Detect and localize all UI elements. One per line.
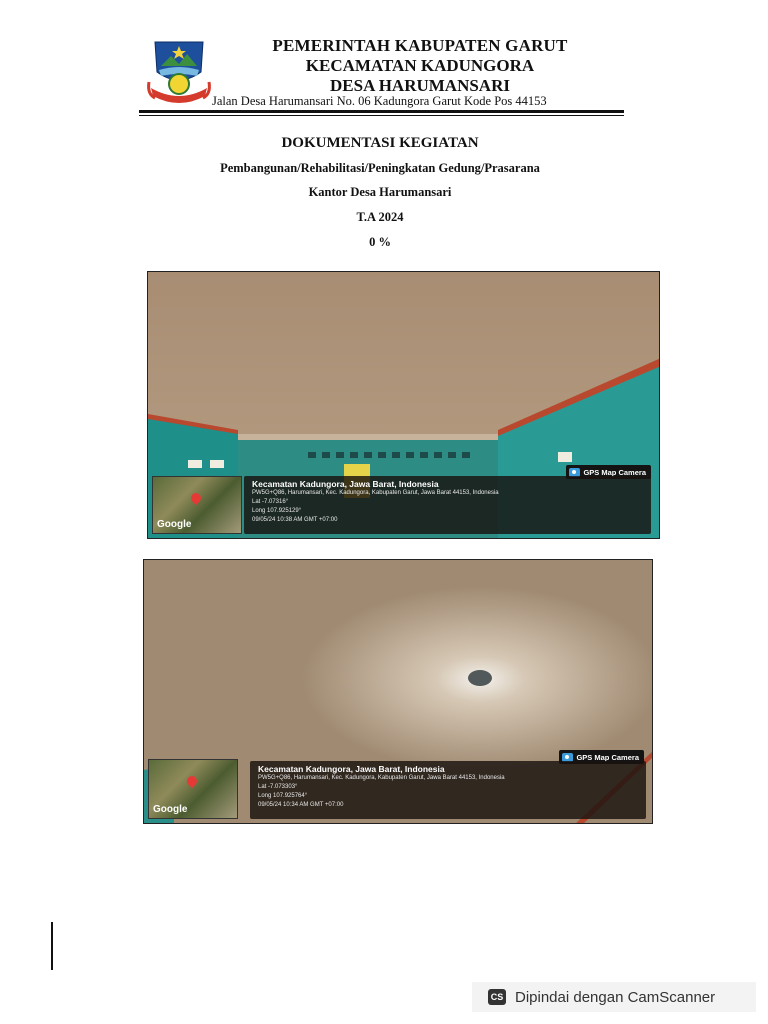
scan-edge-mark	[51, 922, 53, 970]
gps-datetime: 09/05/24 10:38 AM GMT +07:00	[252, 517, 338, 523]
gps-latitude: Lat -7.073303°	[258, 784, 298, 790]
google-map-label: Google	[157, 519, 192, 530]
garut-regency-emblem	[143, 38, 215, 108]
map-pin-icon	[189, 491, 203, 505]
map-pin-icon	[185, 774, 199, 788]
progress-percent: 0 %	[369, 235, 391, 249]
gps-location: Kecamatan Kadungora, Jawa Barat, Indonesia	[258, 764, 445, 774]
gps-address: PW5G+Q86, Harumansari, Kec. Kadungora, Kabupaten Garut, Jawa Barat 44153, Indonesia	[258, 775, 505, 781]
gps-latitude: Lat -7.07316°	[252, 499, 289, 505]
fiscal-year: T.A 2024	[356, 210, 404, 224]
letterhead-rule-thin	[139, 115, 624, 116]
letterhead-government: PEMERINTAH KABUPATEN GARUT	[272, 36, 568, 55]
camscanner-text: Dipindai dengan CamScanner	[515, 988, 716, 1006]
camscanner-watermark	[472, 982, 756, 1012]
gps-info-box	[244, 476, 651, 534]
gps-location: Kecamatan Kadungora, Jawa Barat, Indonesia	[252, 479, 439, 489]
gps-address: PW5G+Q86, Harumansari, Kec. Kadungora, Kabupaten Garut, Jawa Barat 44153, Indonesia	[252, 490, 499, 496]
letterhead-village: DESA HARUMANSARI	[330, 76, 510, 95]
document-title: DOKUMENTASI KEGIATAN	[281, 135, 479, 151]
map-thumbnail	[148, 759, 238, 819]
gps-longitude: Long 107.925764°	[258, 793, 308, 799]
gps-longitude: Long 107.925129°	[252, 508, 302, 514]
office-name: Kantor Desa Harumansari	[308, 185, 452, 199]
gps-info-box	[250, 761, 646, 819]
letterhead-rule-thick	[139, 110, 624, 113]
camscanner-logo-icon: CS	[488, 989, 506, 1005]
gps-map-camera-badge: GPS Map Camera	[566, 465, 651, 479]
activity-subtitle: Pembangunan/Rehabilitasi/Peningkatan Gedung/Prasarana	[220, 161, 540, 175]
documentation-photo-1	[147, 271, 660, 539]
letterhead-district: KECAMATAN KADUNGORA	[305, 56, 535, 75]
google-map-label: Google	[153, 804, 188, 815]
letterhead-address: Jalan Desa Harumansari No. 06 Kadungora Garut Kode Pos 44153	[212, 94, 547, 108]
gps-datetime: 09/05/24 10:34 AM GMT +07:00	[258, 802, 344, 808]
map-thumbnail	[152, 476, 242, 534]
documentation-photo-2	[143, 559, 653, 824]
gps-map-camera-badge: GPS Map Camera	[559, 750, 644, 764]
